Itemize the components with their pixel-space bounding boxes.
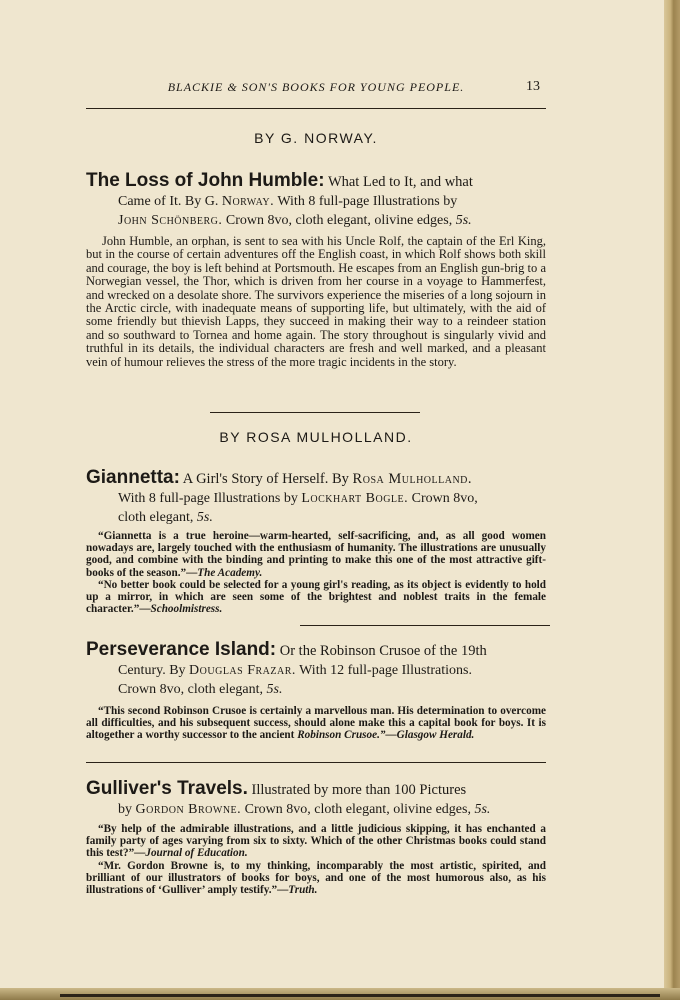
review-source: Robinson Crusoe.”—Glasgow Herald.: [297, 729, 475, 742]
book-line2-rest: With 8 full-page Illustrations by: [274, 194, 458, 209]
review-text: “By help of the admirable illustrations, and a little judicious skipping, it has enchanted a family party of ages varying from six to sixty. Which of the other Christmas books could stand this test?”—: [86, 823, 546, 860]
page-number: 13: [526, 79, 540, 94]
book-line2-rest: With 12 full-page Illustrations.: [295, 663, 472, 678]
review-quote: [86, 579, 546, 616]
page-edge-right: [664, 0, 680, 1000]
review-quote: [86, 860, 546, 897]
review-block: [86, 823, 546, 896]
author-name: Rosa Mulholland.: [352, 471, 473, 487]
review-source: Journal of Education.: [145, 847, 248, 860]
review-source: The Academy.: [197, 566, 263, 579]
author-name: Douglas Frazar.: [189, 663, 296, 678]
book-line2: With 8 full-page Illustrations by: [118, 491, 302, 506]
book-price: 5s.: [455, 213, 472, 228]
book-price: 5s.: [266, 682, 283, 697]
book-title: Giannetta:: [86, 467, 180, 488]
book-price: 5s.: [474, 802, 491, 817]
review-text: “Giannetta is a true heroine—warm-hearted, self-sacrificing, and, as all good women nowadays are, largely touched with the enthusiasm of humanity. The illustrations are unusually good, and combine with the binding and printing to make this one of the most attractive gift-books of the season.”—: [86, 530, 546, 579]
review-block: [86, 705, 546, 742]
author-heading-mulholland: BY ROSA MULHOLLAND.: [219, 429, 413, 445]
book-line3: cloth elegant,: [118, 510, 197, 525]
author-heading-norway: BY G. NORWAY.: [254, 130, 378, 146]
book-subtitle: Illustrated by more than 100 Pictures: [251, 782, 467, 798]
book-title: Gulliver's Travels.: [86, 778, 248, 799]
page-edge-line: [60, 994, 660, 997]
illustrator-name: Gordon Browne.: [135, 802, 242, 817]
description-text: John Humble, an orphan, is sent to sea with his Uncle Rolf, the captain of the Erl King, but in the course of certain adventures off the English coast, in which Rolf shows both skill and courage, the boy is left behind at Portsmouth. He escapes from an English gun-brig to a Norwegian vessel, the Thor, which is driven from her course in a voyage to Hammerfest, and wrecked on a desolate shore. The survivors experience the miseries of a long sojourn in the Arctic circle, with inadequate means of supporting life, but ultimately, with the aid of some friendly but thievish Lapps, they succeed in making their way to a reindeer station and so southward to Tornea and home again. The story throughout is singularly vivid and truthful in its details, the individual characters are fresh and well marked, and a pleasant vein of humour relieves the stress of the more tragic incidents in the story.: [86, 234, 546, 369]
entry-rule: [86, 762, 546, 763]
review-block: [86, 530, 546, 615]
review-source: Schoolmistress.: [150, 603, 223, 616]
book-line3: Crown 8vo, cloth elegant,: [118, 682, 267, 697]
entry-rule: [300, 625, 550, 626]
book-entry-john-humble: [86, 171, 546, 230]
book-line3: Crown 8vo, cloth elegant, olivine edges,: [222, 213, 456, 228]
book-description: [86, 235, 546, 369]
book-title: Perseverance Island:: [86, 639, 277, 660]
book-subtitle: A Girl's Story of Herself. By: [182, 471, 353, 487]
book-line2: Came of It. By G.: [118, 194, 222, 209]
book-line2-rest: Crown 8vo,: [408, 491, 478, 506]
illustrator-name: John Schönberg.: [118, 213, 223, 228]
book-subtitle: What Led to It, and what: [327, 174, 473, 190]
book-entry-perseverance-island: [86, 640, 546, 699]
review-text: “Mr. Gordon Browne is, to my thinking, incomparably the most artistic, spirited, and brilliant of our illustrators of books for boys, and one of the most humorous also, as his illustrations of ‘Gulliver’ amply testify.”—: [86, 859, 546, 897]
section-rule: [210, 412, 420, 413]
illustrator-name: Lockhart Bogle.: [301, 491, 409, 506]
book-line2-rest: Crown 8vo, cloth elegant, olivine edges,: [241, 802, 475, 817]
book-entry-giannetta: [86, 468, 546, 527]
review-quote: [86, 823, 546, 860]
book-line2: Century. By: [118, 663, 190, 678]
book-line2: by: [118, 802, 136, 817]
book-price: 5s.: [196, 510, 213, 525]
review-text: “No better book could be selected for a young girl's reading, as its object is evidently to hold up a mirror, in which are seen some of the brightest and noblest traits in the female character.”—: [86, 578, 546, 616]
book-entry-gullivers-travels: [86, 779, 546, 819]
author-name: Norway.: [221, 194, 275, 209]
review-quote: [86, 530, 546, 579]
review-source: Truth.: [288, 884, 318, 897]
book-title: The Loss of John Humble:: [86, 170, 325, 191]
review-text: “This second Robinson Crusoe is certainly a marvellous man. His determination to overcome all difficulties, and his subsequent success, should alone make this a capital book for boys. It is altogether a worthy successor to the ancient: [86, 705, 546, 742]
header-rule: [86, 108, 546, 109]
review-quote: [86, 705, 546, 742]
running-head: BLACKIE & SON'S BOOKS FOR YOUNG PEOPLE.: [167, 80, 465, 94]
book-subtitle: Or the Robinson Crusoe of the 19th: [279, 643, 487, 659]
